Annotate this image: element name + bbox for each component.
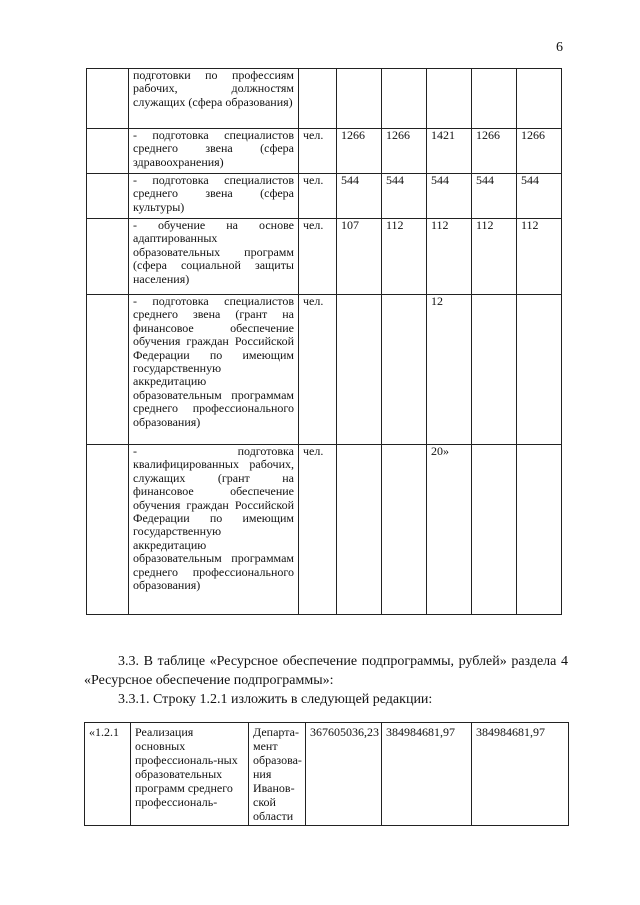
- table-row: [85, 723, 569, 826]
- value-cell: 1421: [427, 129, 472, 174]
- indicators-table: [86, 68, 562, 615]
- value-cell: [472, 69, 517, 129]
- unit-cell: чел.: [299, 129, 337, 174]
- value-cell: [472, 445, 517, 615]
- paragraph-3-3-1: 3.3.1. Строку 1.2.1 изложить в следующей редакции:: [118, 692, 433, 707]
- table-row: [87, 129, 562, 174]
- indicator-description: - подготовка квалифицированных рабочих, служащих (грант на финансовое обеспечение обучения граждан Российской Федерации по имеющим государственную аккредитацию образовательным программам среднего профессионального образования): [129, 445, 299, 615]
- value-cell: [382, 69, 427, 129]
- resource-table: [84, 722, 569, 826]
- indicator-description: - подготовка специалистов среднего звена (грант на финансовое обеспечение обучения граждан Российской Федерации по имеющим государственную аккредитацию образовательным программам среднего профессионального образования): [129, 295, 299, 445]
- value-cell: 367605036,23: [306, 723, 382, 826]
- value-cell: 544: [472, 174, 517, 219]
- value-cell: 20»: [427, 445, 472, 615]
- value-cell: [472, 295, 517, 445]
- value-cell: 384984681,97: [472, 723, 569, 826]
- value-cell: 544: [517, 174, 562, 219]
- table-row: [87, 219, 562, 295]
- table-row: [87, 174, 562, 219]
- value-cell: 1266: [472, 129, 517, 174]
- value-cell: [337, 445, 382, 615]
- unit-cell: [299, 69, 337, 129]
- table-row: [87, 295, 562, 445]
- value-cell: 112: [382, 219, 427, 295]
- value-cell: 112: [472, 219, 517, 295]
- value-cell: [517, 295, 562, 445]
- value-cell: 107: [337, 219, 382, 295]
- indicator-description: подготовки по профессиям рабочих, должностям служащих (сфера образования): [129, 69, 299, 129]
- value-cell: [427, 69, 472, 129]
- value-cell: 1266: [382, 129, 427, 174]
- value-cell: 12: [427, 295, 472, 445]
- row-name: Реализация основных профессиональ-ных образовательных программ среднего профессиональ-: [131, 723, 249, 826]
- unit-cell: чел.: [299, 219, 337, 295]
- unit-cell: чел.: [299, 295, 337, 445]
- value-cell: [517, 445, 562, 615]
- table-row: [87, 69, 562, 129]
- value-cell: 544: [427, 174, 472, 219]
- empty-cell: [87, 445, 129, 615]
- value-cell: [517, 69, 562, 129]
- value-cell: [382, 295, 427, 445]
- empty-cell: [87, 295, 129, 445]
- empty-cell: [87, 219, 129, 295]
- value-cell: 544: [337, 174, 382, 219]
- empty-cell: [87, 129, 129, 174]
- indicator-description: - подготовка специалистов среднего звена (сфера культуры): [129, 174, 299, 219]
- row-code: «1.2.1: [85, 723, 131, 826]
- value-cell: 112: [517, 219, 562, 295]
- empty-cell: [87, 174, 129, 219]
- unit-cell: чел.: [299, 174, 337, 219]
- value-cell: 544: [382, 174, 427, 219]
- value-cell: 112: [427, 219, 472, 295]
- value-cell: 1266: [517, 129, 562, 174]
- empty-cell: [87, 69, 129, 129]
- value-cell: [337, 69, 382, 129]
- paragraph-3-3: 3.3. В таблице «Ресурсное обеспечение подпрограммы, рублей» раздела 4 «Ресурсное обеспечение подпрограммы»:: [84, 654, 568, 688]
- page-number: 6: [556, 40, 563, 55]
- value-cell: 1266: [337, 129, 382, 174]
- value-cell: 384984681,97: [382, 723, 472, 826]
- indicator-description: - обучение на основе адаптированных образовательных программ (сфера социальной защиты населения): [129, 219, 299, 295]
- table-row: [87, 445, 562, 615]
- indicator-description: - подготовка специалистов среднего звена (сфера здравоохранения): [129, 129, 299, 174]
- value-cell: [337, 295, 382, 445]
- row-executor: Департа-мент образова-ния Иванов-ской области: [249, 723, 306, 826]
- unit-cell: чел.: [299, 445, 337, 615]
- value-cell: [382, 445, 427, 615]
